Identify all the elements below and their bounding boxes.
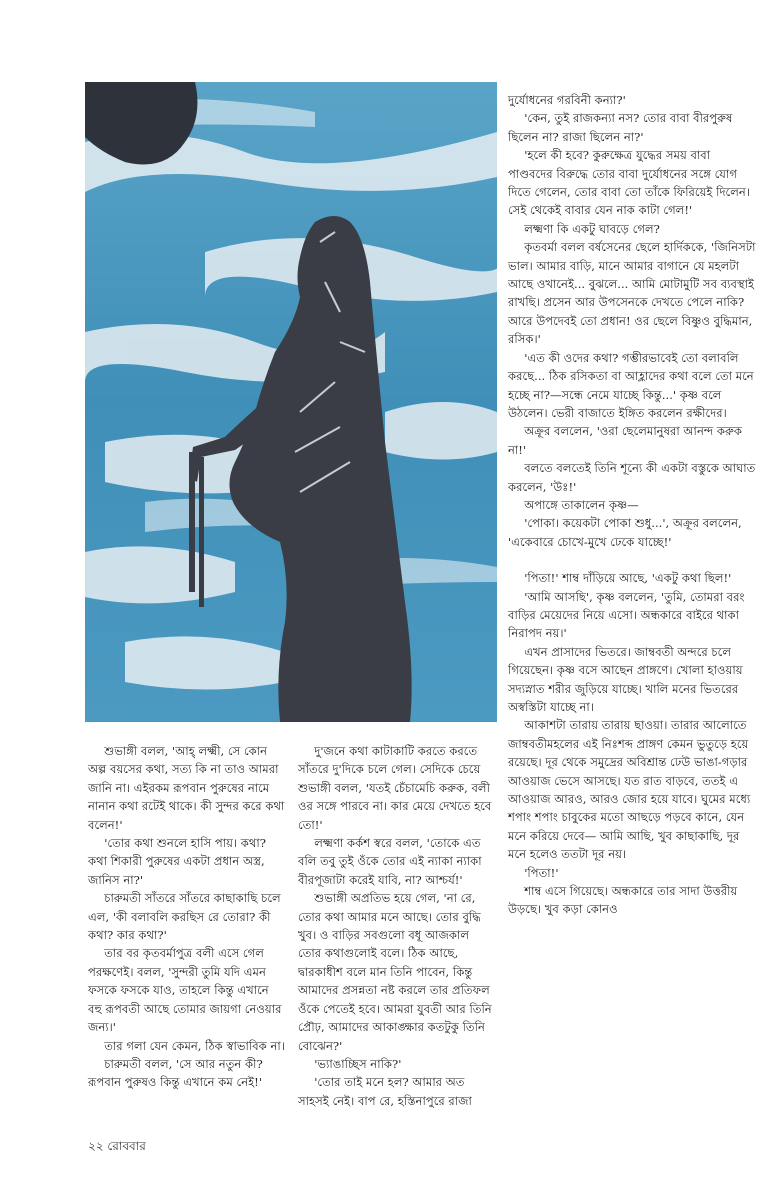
- illustration: [85, 82, 497, 722]
- paragraph: অক্রূর বললেন, 'ওরা ছেলেমানুষরা আনন্দ করুক না!': [508, 424, 742, 457]
- paragraph: শুভাঙ্গী বলল, 'আহ্ লক্ষ্মী, সে কোন অল্প বয়সের কথা, সত্য কি না তাও আমরা জানি না। এইরকম রূপবান পুরুষের নামে নানান কথা রটেই থাকে। কী সুন্দর করে কথা বলেন!': [88, 744, 285, 832]
- paragraph: 'কেন, তুই রাজকন্যা নস? তোর বাবা বীরপুরুষ ছিলেন না? রাজা ছিলেন না?': [508, 111, 733, 144]
- paragraph: লক্ষ্মণা কি একটু ঘাবড়ে গেল?: [524, 221, 660, 236]
- silhouette-woman-icon: [85, 82, 497, 722]
- right-text-column: [508, 91, 758, 919]
- paragraph: 'পোকা। কয়েকটা পোকা শুধু...', অক্রূর বললেন, 'একেবারে চোখে-মুখে ঢেকে যাচ্ছে!': [508, 516, 742, 549]
- paragraph: কৃতবর্মা বলল বর্ষসেনের ছেলে হার্দিককে, 'জিনিসটা ভাল। আমার বাড়ি, মানে আমার বাগানে যে মহলটা আছে ওখানেই... বুঝলে... আমি মোটামুটি সব ব্যবস্থাই রাখছি। প্রসেন আর উপসেনকে দেখতে পেলে নাকি? আরে উপদেবই তো প্রধান! ওর ছেলে বিষ্ণুও বুদ্ধিমান, রসিক।': [508, 240, 756, 347]
- paragraph: 'ভ্যাঙাচ্ছিস নাকি?': [314, 1056, 402, 1071]
- paragraph: আকাশটা তারায় তারায় ছাওয়া। তারার আলোতে জাম্ববতীমহলের এই নিঃশব্দ প্রাঙ্গণ কেমন ভুতুড়ে হয়ে রয়েছে। দূর থেকে সমুদ্রের অবিশ্রান্ত ঢেউ ভাঙা-গড়ার আওয়াজ ভেসে আসছে। যত রাত বাড়বে, ততই এ আওয়াজ আরও, আরও জোর হয়ে যাবে। ঘুমের মধ্যে শপাং শপাং চাবুকের মতো আছড়ে পড়বে কানে, যেন মনে করিয়ে দেবে— আমি আছি, খুব কাছাকাছি, দূর মনে হলেও ততটা দূর নয়।: [508, 718, 751, 862]
- paragraph: দুর্যোধনের গরবিনী কন্যা?': [508, 93, 626, 107]
- middle-text-column: [298, 742, 495, 1110]
- paragraph: অপাঙ্গে তাকালেন কৃষ্ণ—: [524, 497, 639, 512]
- paragraph: তার গলা যেন কেমন, ঠিক স্বাভাবিক না।: [104, 1038, 285, 1053]
- paragraph: 'আমি আসছি', কৃষ্ণ বললেন, 'তুমি, তোমরা বরং বাড়ির মেয়েদের নিয়ে এসো। অন্ধকারে বাইরে থাকা নিরাপদ নয়।': [508, 589, 745, 641]
- paragraph: 'তোর তাই মনে হল? আমার অত সাহসই নেই। বাপ রে, হস্তিনাপুরে রাজা: [298, 1075, 472, 1108]
- paragraph: 'পিতা!': [524, 865, 559, 880]
- paragraph: এখন প্রাসাদের ভিতরে। জাম্ববতী অন্দরে চলে গিয়েছেন। কৃষ্ণ বসে আছেন প্রাঙ্গণে। খোলা হাওয়ায় সদ্যস্নাত শরীর জুড়িয়ে যাচ্ছে। খালি মনের ভিতরের অস্বস্তিটা যাচ্ছে না।: [508, 644, 743, 714]
- paragraph: চারুমতী সাঁতরে সাঁতরে কাছাকাছি চলে এল, 'কী বলাবলি করছিস রে তোরা? কী কথা? কার কথা?': [88, 891, 281, 943]
- paragraph: 'এত কী ওদের কথা? গম্ভীরভাবেই তো বলাবলি করছে... ঠিক রসিকতা বা আহ্লাদের কথা বলে তো মনে হচ্ছে না?—সন্ধে নেমে যাচ্ছে কিন্তু...' কৃষ্ণ বলে উঠলেন। ভেরী বাজাতে ইঙ্গিত করলেন রক্ষীদের।: [508, 350, 754, 420]
- paragraph: শুভাঙ্গী অপ্রতিভ হয়ে গেল, 'না রে, তোর কথা আমার মনে আছে। তোর বুদ্ধি খুব। ও বাড়ির সবগুলো বধূ আজকাল তোর কথাগুলোই বলে। ঠিক আছে, দ্বারকাধীশ বলে মান তিনি পাবেন, কিন্তু আমাদের প্রসন্নতা নষ্ট করলে তার প্রতিফল ওঁকে পেতেই হবে। আমরা যুবতী আর তিনি প্রৌঢ়, আমাদের আকাঙ্ক্ষার কতটুকু তিনি বোঝেন?': [298, 891, 492, 1053]
- paragraph: 'হলে কী হবে? কুরুক্ষেত্র যুদ্ধের সময় বাবা পাণ্ডবদের বিরুদ্ধে তোর বাবা দুর্যোধনের সঙ্গে যোগ দিতে গেলেন, তোর বাবা তো তাঁকে ফিরিয়েই দিলেন। সেই থেকেই বাবার যেন নাক কাটা গেল!': [508, 148, 750, 218]
- paragraph: 'তোর কথা শুনলে হাসি পায়। কথা? কথা শিকারী পুরুষের একটা প্রধান অস্ত্র, জানিস না?': [88, 836, 267, 887]
- paragraph: লক্ষ্মণা কর্কশ স্বরে বলল, 'তোকে এত বলি তবু তুই ওঁকে তোর এই ন্যাকা ন্যাকা বীরপূজাটা করেই যাবি, না? আশ্চর্য!': [298, 836, 482, 887]
- page-footer: ২২ রোববার: [88, 1139, 146, 1153]
- paragraph: বলতে বলতেই তিনি শূন্যে কী একটা বস্তুকে আঘাত করলেন, 'উঃ!': [508, 461, 756, 494]
- paragraph: শাম্ব এসে গিয়েছে। অন্ধকারে তার সাদা উত্তরীয় উড়ছে। খুব কড়া কোনও: [508, 884, 738, 917]
- paragraph: চারুমতী বলল, 'সে আর নতুন কী? রূপবান পুরুষও কিন্তু এখানে কম নেই!': [88, 1056, 263, 1090]
- left-text-column: [88, 742, 285, 1092]
- paragraph: দু'জনে কথা কাটাকাটি করতে করতে সাঁতরে দু'দিকে চলে গেল। সেদিকে চেয়ে শুভাঙ্গী বলল, 'যতই চেঁচামেচি করুক, বলী ওর সঙ্গে পারবে না। কার মেয়ে দেখতে হবে তো!': [298, 744, 492, 832]
- paragraph: 'পিতা!' শাম্ব দাঁড়িয়ে আছে, 'একটু কথা ছিল!': [524, 571, 732, 586]
- paragraph: তার বর কৃতবর্মাপুত্র বলী এসে গেল পরক্ষণেই। বলল, 'সুন্দরী তুমি যদি এমন ফসকে ফসকে যাও, তাহলে কিন্তু এখানে বহু রূপবতী আছে তোমার জায়গা নেওয়ার জন্য।': [88, 946, 282, 1035]
